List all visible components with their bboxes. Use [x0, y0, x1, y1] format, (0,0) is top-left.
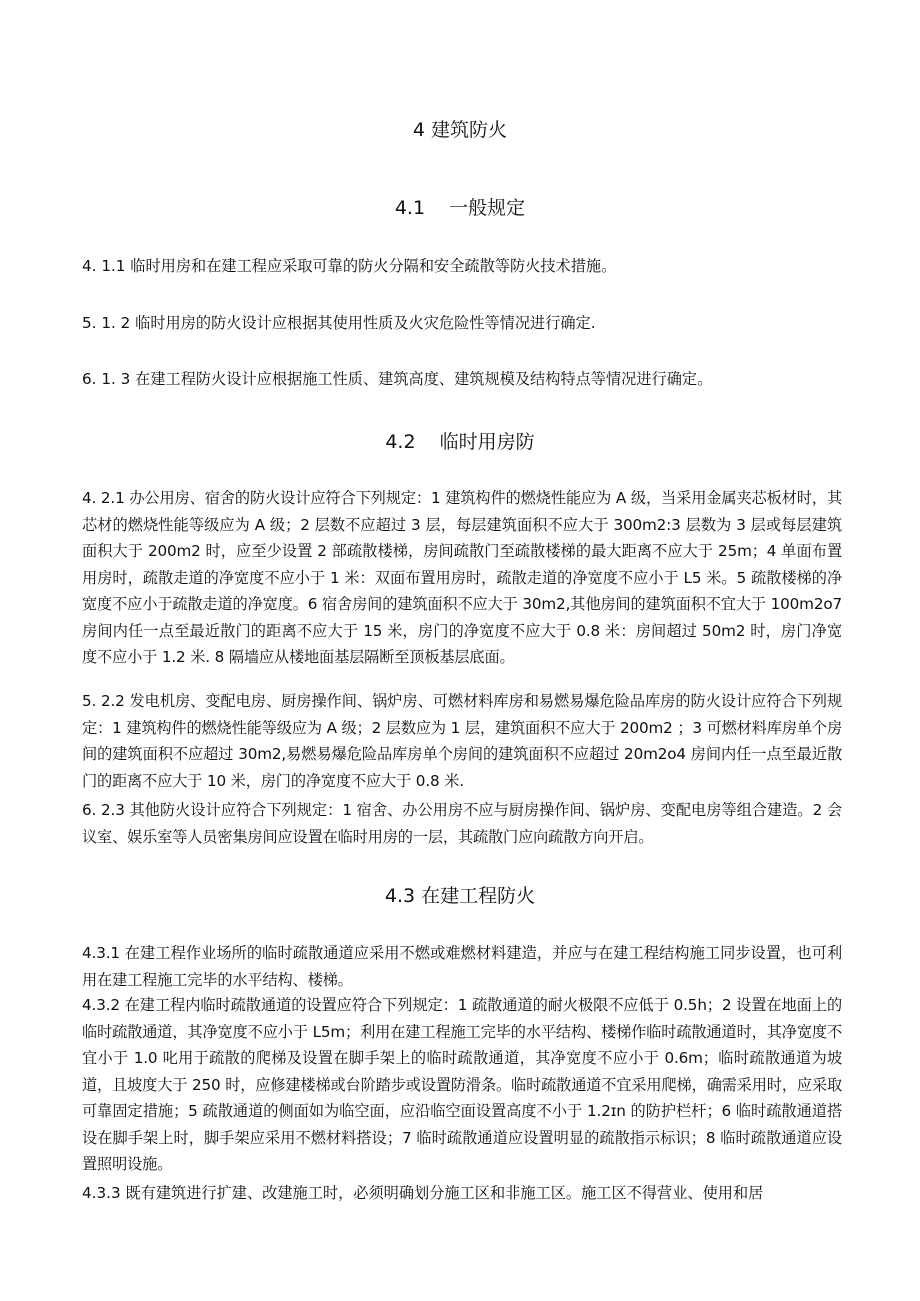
paragraph-4-1-3: 6. 1. 3 在建工程防火设计应根据施工性质、建筑高度、建筑规模及结构特点等情况进行确定。 — [82, 370, 713, 388]
paragraph-4-2-1: 4. 2.1 办公用房、宿舍的防火设计应符合下列规定：1 建筑构件的燃烧性能应为 A 级，当采用金属夹芯板材时，其芯材的燃烧性能等级应为 A 级；2 层数不应超过 3 层，每层建筑面积不应大于 300m2:3 层数为 3 层或每层建筑面积大于 200m2 时，应至少设置 2 部疏散楼梯，房间疏散门至疏散楼梯的最大距离不应大于 25m；4 单面布置用房时，疏散走道的净宽度不应小于 1 米：双面布置用房时，疏散走道的净宽度不应小于 L5 米。5 疏散楼梯的净宽度不应小于疏散走道的净宽度。6 宿舍房间的建筑面积不应大于 30m2,其他房间的建筑面积不宜大于 100m2o7 房间内任一点至最近散门的距离不应大于 15 米，房门的净宽度不应大于 0.8 米：房间超过 50m2 时，房门净宽度不应小于 1.2 米. 8 隔墙应从楼地面基层隔断至顶板基层底面。 — [82, 489, 842, 666]
paragraph-4-1-1: 4. 1.1 临时用房和在建工程应采取可靠的防火分隔和安全疏散等防火技术措施。 — [82, 257, 617, 275]
paragraph-4-3-1: 4.3.1 在建工程作业场所的临时疏散通道应采用不燃或难燃材料建造，并应与在建工程结构施工同步设置，也可利用在建工程施工完毕的水平结构、楼梯。 — [82, 944, 842, 989]
section-heading-4-1: 4.1 一般规定 — [394, 197, 526, 219]
paragraph-4-1-2: 5. 1. 2 临时用房的防火设计应根据其使用性质及火灾危险性等情况进行确定. — [82, 314, 596, 332]
section-heading-4-3: 4.3 在建工程防火 — [384, 885, 536, 907]
paragraph-4-2-2: 5. 2.2 发电机房、变配电房、厨房操作间、锅炉房、可燃材料库房和易燃易爆危险品库房的防火设计应符合下列规定：1 建筑构件的燃烧性能等级应为 A 级；2 层数应为 1 层，建筑面积不应大于 200m2 ；3 可燃材料库房单个房间的建筑面积不应超过 30m2,易燃易爆危险品库房单个房间的建筑面积不应超过 20m2o4 房间内任一点至最近散门的距离不应大于 10 米，房门的净宽度不应大于 0.8 米. — [82, 692, 842, 790]
section-heading-4-2: 4.2 临时用房防 — [385, 431, 535, 453]
paragraph-4-3-2: 4.3.2 在建工程内临时疏散通道的设置应符合下列规定：1 疏散通道的耐火极限不应低于 0.5h；2 设置在地面上的临时疏散通道，其净宽度不应小于 L5m；利用在建工程施工完毕的水平结构、楼梯作临时疏散通道时，其净宽度不宜小于 1.0 叱用于疏散的爬梯及设置在脚手架上的临时疏散通道，其净宽度不应小于 0.6m；临时疏散通道为坡道，且坡度大于 250 时，应修建楼梯或台阶踏步或设置防滑条。临时疏散通道不宜采用爬梯，确需采用时，应采取可靠固定措施；5 疏散通道的侧面如为临空面，应沿临空面设置高度不小于 1.2ɪn 的防护栏杆；6 临时疏散通道搭设在脚手架上时，脚手架应采用不燃材料搭设；7 临时疏散通道应设置明显的疏散指示标识；8 临时疏散通道应设置照明设施。 — [82, 996, 842, 1173]
paragraph-4-2-3: 6. 2.3 其他防火设计应符合下列规定：1 宿舍、办公用房不应与厨房操作间、锅炉房、变配电房等组合建造。2 会议室、娱乐室等人员密集房间应设置在临时用房的一层，其疏散门应向疏散方向开启。 — [82, 801, 842, 846]
chapter-title: 4 建筑防火 — [412, 119, 508, 141]
paragraph-4-3-3: 4.3.3 既有建筑进行扩建、改建施工时，必须明确划分施工区和非施工区。施工区不得营业、使用和居 — [82, 1184, 764, 1202]
